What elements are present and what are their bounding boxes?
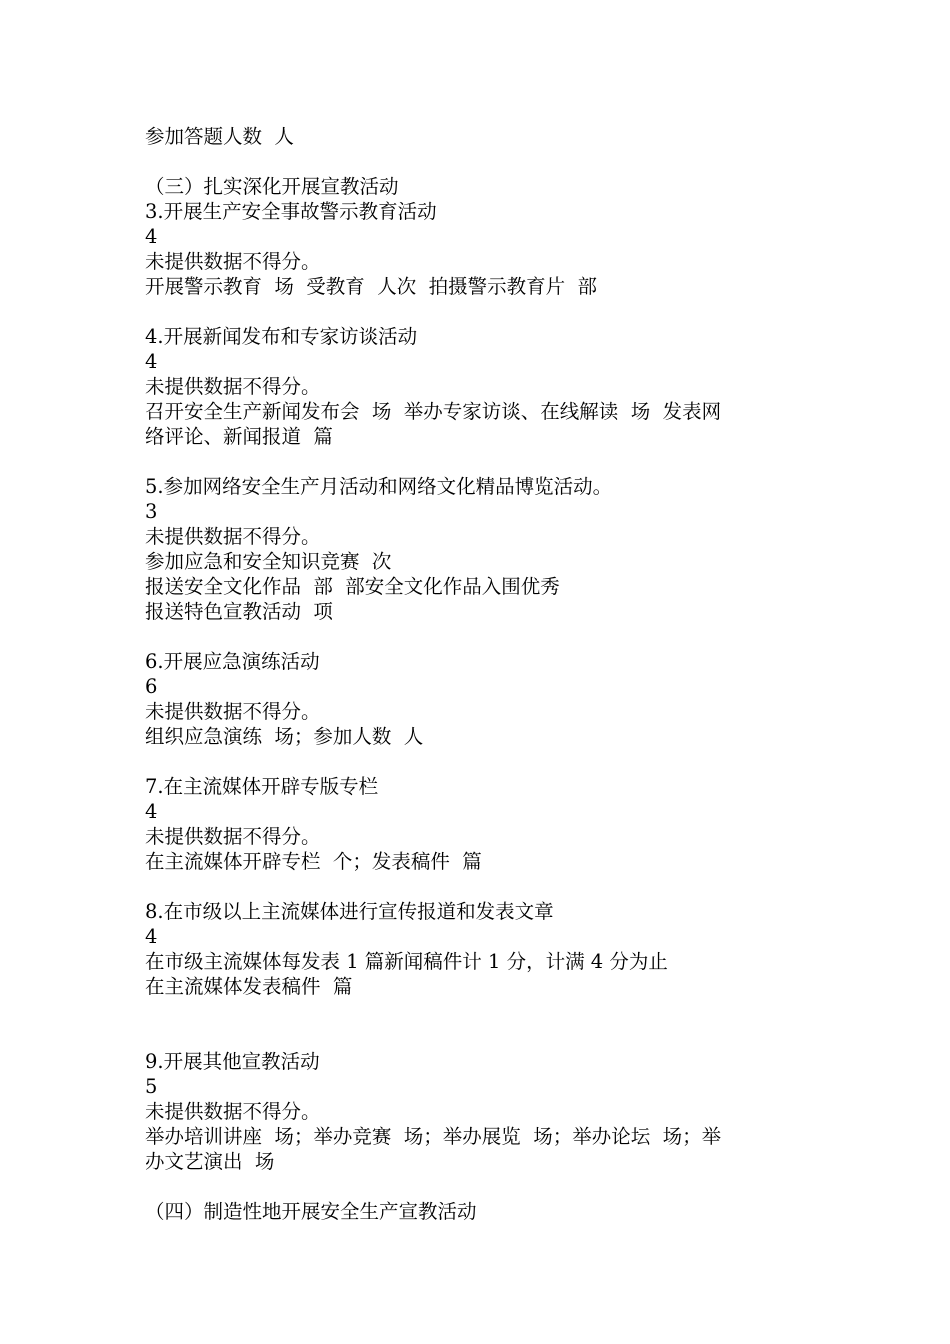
spacer	[145, 749, 805, 774]
spacer	[145, 624, 805, 649]
item-5	[145, 474, 805, 624]
spacer	[145, 449, 805, 474]
item-line: 报送特色宣教活动 项	[145, 600, 333, 623]
item-line: 在主流媒体发表稿件 篇	[145, 975, 353, 998]
spacer	[145, 1174, 805, 1199]
spacer	[145, 999, 805, 1049]
item-line: 开展警示教育 场 受教育 人次 拍摄警示教育片 部	[145, 275, 597, 298]
item-7	[145, 774, 805, 874]
spacer	[145, 299, 805, 324]
spacer	[145, 149, 805, 174]
item-line: 举办培训讲座 场；举办竞赛 场；举办展览 场；举办论坛 场；举	[145, 1125, 722, 1148]
item-4	[145, 324, 805, 449]
item-6	[145, 649, 805, 749]
item-line: 报送安全文化作品 部 部安全文化作品入围优秀	[145, 575, 560, 598]
item-score: 3	[145, 500, 158, 523]
item-score: 4	[145, 225, 158, 248]
item-line: 组织应急演练 场；参加人数 人	[145, 725, 424, 748]
item-9	[145, 1049, 805, 1174]
item-line: 参加应急和安全知识竞赛 次	[145, 550, 392, 573]
item-note: 未提供数据不得分。	[145, 825, 321, 848]
item-note: 未提供数据不得分。	[145, 525, 321, 548]
item-title: 7.在主流媒体开辟专版专栏	[145, 775, 379, 798]
spacer	[145, 874, 805, 899]
item-score: 4	[145, 350, 158, 373]
section-4-heading: （四）制造性地开展安全生产宣教活动	[145, 1200, 477, 1223]
item-note: 在市级主流媒体每发表 1 篇新闻稿件计 1 分，计满 4 分为止	[145, 950, 668, 973]
item-title: 9.开展其他宣教活动	[145, 1050, 320, 1073]
item-score: 4	[145, 800, 158, 823]
item-title: 3.开展生产安全事故警示教育活动	[145, 200, 437, 223]
item-score: 5	[145, 1075, 158, 1098]
item-line: 召开安全生产新闻发布会 场 举办专家访谈、在线解读 场 发表网	[145, 400, 722, 423]
document-page	[145, 124, 805, 1224]
item-title: 6.开展应急演练活动	[145, 650, 320, 673]
item-title: 8.在市级以上主流媒体进行宣传报道和发表文章	[145, 900, 554, 923]
item-line: 办文艺演出 场	[145, 1150, 275, 1173]
item-score: 4	[145, 925, 158, 948]
item-note: 未提供数据不得分。	[145, 1100, 321, 1123]
item-note: 未提供数据不得分。	[145, 700, 321, 723]
item-8	[145, 899, 805, 999]
item-note: 未提供数据不得分。	[145, 250, 321, 273]
section-3-heading: （三）扎实深化开展宣教活动	[145, 175, 399, 198]
item-note: 未提供数据不得分。	[145, 375, 321, 398]
item-title: 5.参加网络安全生产月活动和网络文化精品博览活动。	[145, 475, 613, 498]
item-title: 4.开展新闻发布和专家访谈活动	[145, 325, 418, 348]
item-score: 6	[145, 675, 158, 698]
item-line: 络评论、新闻报道 篇	[145, 425, 333, 448]
intro-line: 参加答题人数 人	[145, 125, 294, 148]
item-line: 在主流媒体开辟专栏 个；发表稿件 篇	[145, 850, 482, 873]
item-3	[145, 199, 805, 299]
